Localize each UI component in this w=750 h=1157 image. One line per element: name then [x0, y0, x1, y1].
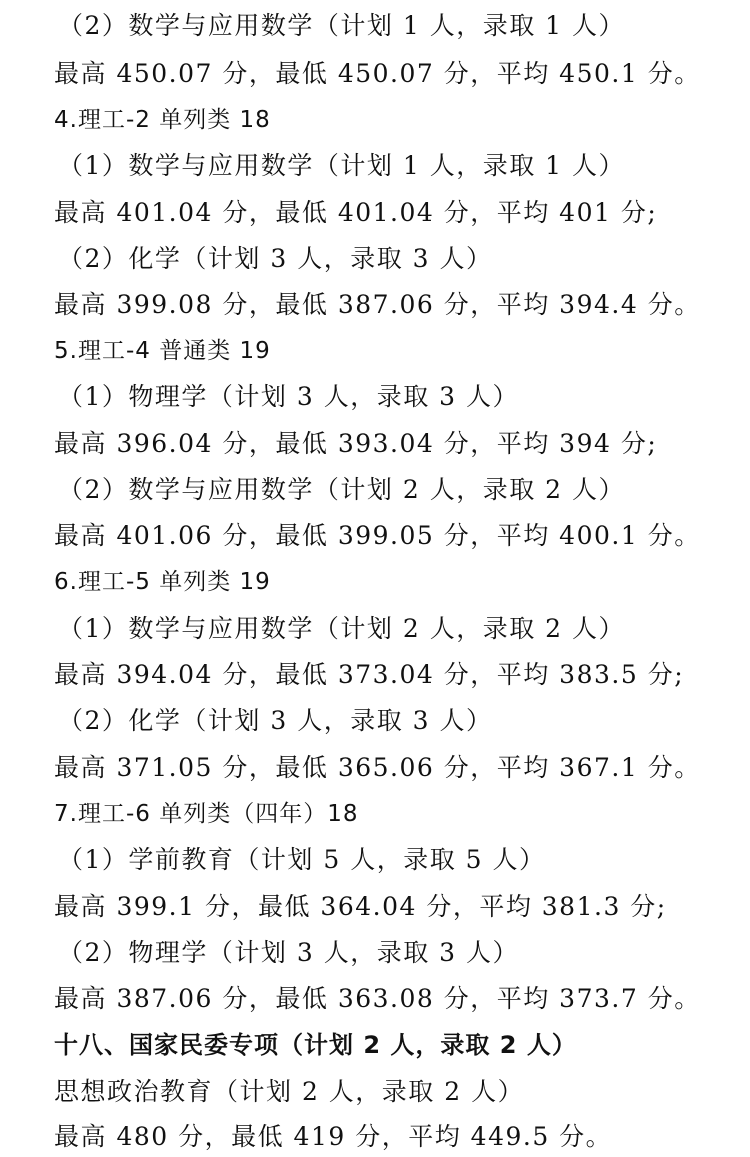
major-entry: 思想政治教育（计划 2 人，录取 2 人） — [54, 1077, 525, 1106]
major-entry: （1）数学与应用数学（计划 1 人，录取 1 人） — [58, 151, 626, 180]
category-heading: 5.理工-4 普通类 19 — [54, 338, 271, 364]
score-summary: 最高 399.08 分，最低 387.06 分，平均 394.4 分。 — [54, 290, 701, 319]
score-summary: 最高 394.04 分，最低 373.04 分，平均 383.5 分; — [54, 660, 685, 689]
major-entry: （2）化学（计划 3 人，录取 3 人） — [58, 244, 493, 273]
major-entry: （2）化学（计划 3 人，录取 3 人） — [58, 706, 493, 735]
score-summary: 最高 396.04 分，最低 393.04 分，平均 394 分; — [54, 429, 658, 458]
score-summary: 最高 399.1 分，最低 364.04 分，平均 381.3 分; — [54, 892, 667, 921]
major-entry: （2）物理学（计划 3 人，录取 3 人） — [58, 938, 520, 967]
score-summary: 最高 401.06 分，最低 399.05 分，平均 400.1 分。 — [54, 521, 701, 550]
category-heading: 6.理工-5 单列类 19 — [54, 569, 271, 595]
section-heading: 十八、国家民委专项（计划 2 人，录取 2 人） — [54, 1031, 577, 1059]
category-heading: 7.理工-6 单列类（四年）18 — [54, 801, 359, 827]
score-summary: 最高 480 分，最低 419 分，平均 449.5 分。 — [54, 1122, 613, 1151]
major-entry: （1）数学与应用数学（计划 2 人，录取 2 人） — [58, 614, 626, 643]
score-summary: 最高 371.05 分，最低 365.06 分，平均 367.1 分。 — [54, 753, 701, 782]
major-entry: （2）数学与应用数学（计划 2 人，录取 2 人） — [58, 475, 626, 504]
category-heading: 4.理工-2 单列类 18 — [54, 107, 271, 133]
major-entry: （1）物理学（计划 3 人，录取 3 人） — [58, 382, 520, 411]
score-summary: 最高 387.06 分，最低 363.08 分，平均 373.7 分。 — [54, 984, 701, 1013]
major-entry: （2）数学与应用数学（计划 1 人，录取 1 人） — [58, 11, 626, 40]
score-summary: 最高 450.07 分，最低 450.07 分，平均 450.1 分。 — [54, 59, 701, 88]
major-entry: （1）学前教育（计划 5 人，录取 5 人） — [58, 845, 546, 874]
score-summary: 最高 401.04 分，最低 401.04 分，平均 401 分; — [54, 198, 658, 227]
